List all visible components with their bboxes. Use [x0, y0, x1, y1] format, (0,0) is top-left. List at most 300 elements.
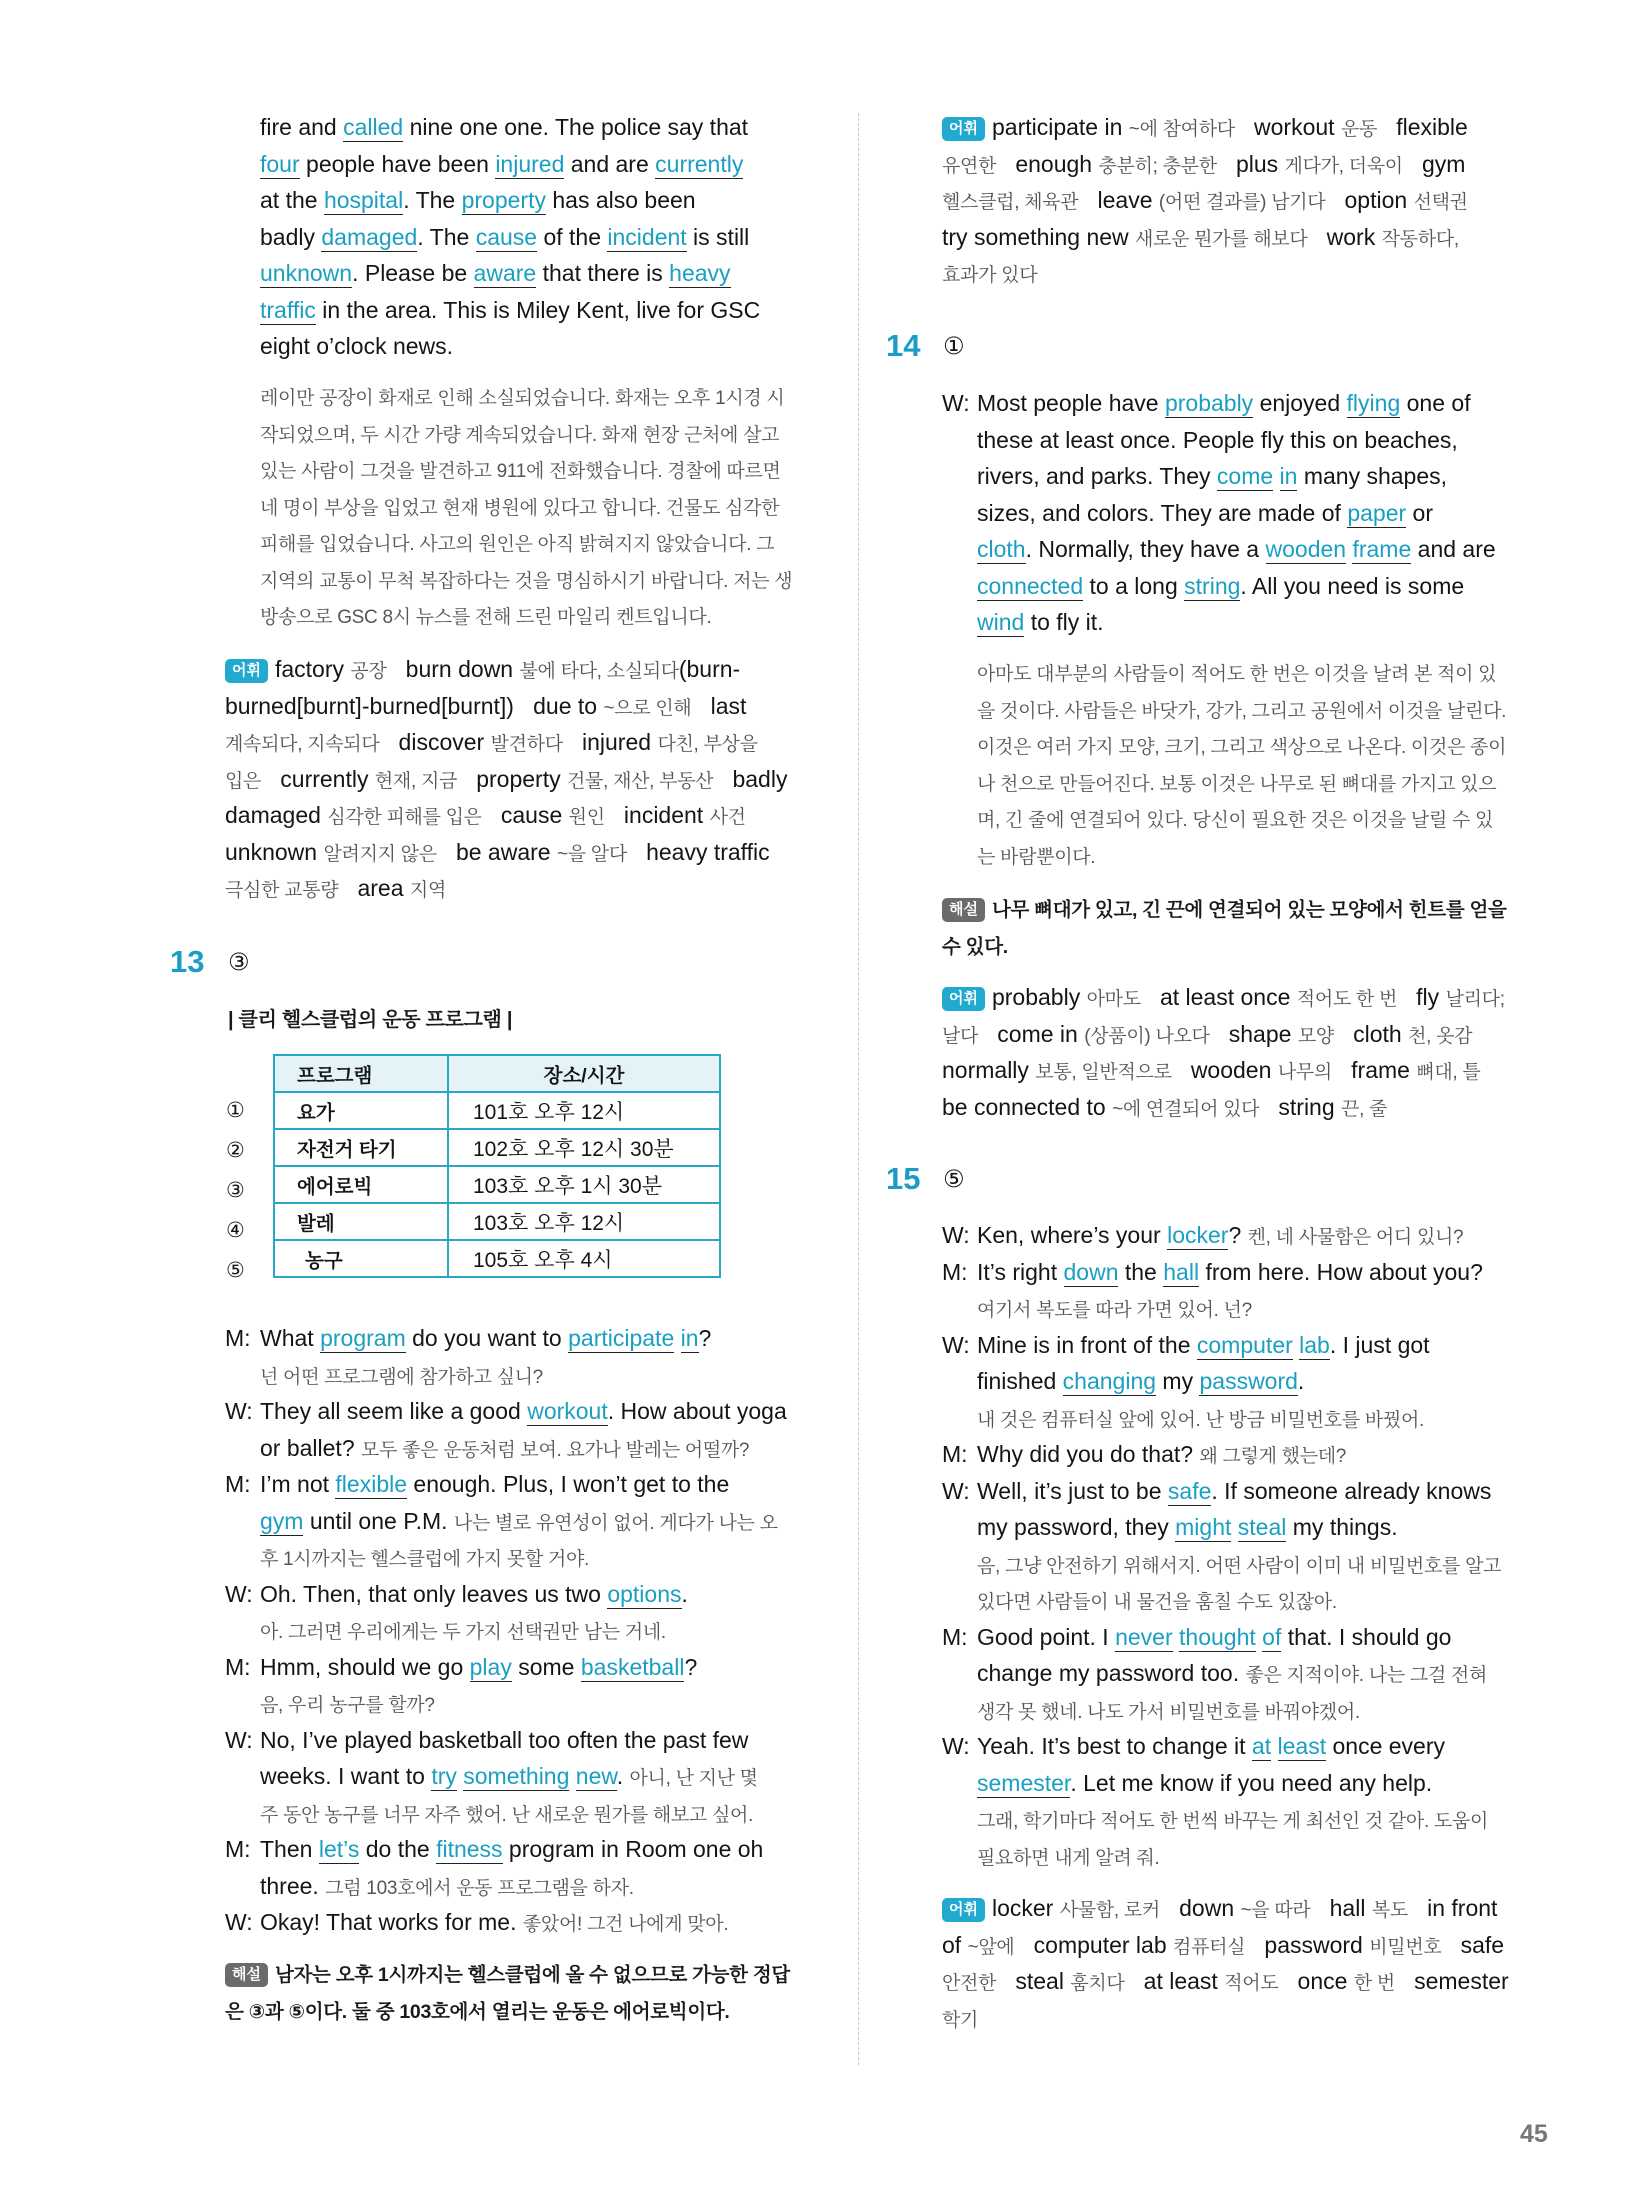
- text-segment: No, I’ve played basketball too often the past few: [260, 1726, 749, 1753]
- korean-translation: [977, 657, 1506, 876]
- text-line: [260, 255, 760, 292]
- korean-text: 아니, 난 지난 몇: [629, 1768, 758, 1789]
- explanation-text: 수 있다.: [942, 935, 1008, 958]
- text-line: [942, 2000, 1509, 2037]
- text-line: [225, 1539, 787, 1576]
- korean-text: 모두 좋은 운동처럼 보여. 요가나 발레는 어떨까?: [361, 1439, 750, 1461]
- text-segment: . How about yoga: [607, 1398, 787, 1424]
- text-segment: enough. Plus, I won’t get to the: [407, 1471, 730, 1497]
- text-segment: sizes, and colors. They are made of: [977, 499, 1348, 526]
- korean-text: 나는 별로 유연성이 없어. 게다가 나는 오: [453, 1512, 778, 1534]
- text-segment: finished: [977, 1368, 1063, 1394]
- speaker-label: W:: [225, 1580, 253, 1607]
- speaker-label: M:: [225, 1471, 251, 1497]
- blank-word: options: [607, 1580, 682, 1607]
- korean-text: 극심한 교통량: [225, 880, 339, 901]
- blank-word: locker: [1167, 1222, 1229, 1248]
- text-segment: nine one one. The police say that: [403, 114, 749, 140]
- text-segment: [1271, 1733, 1277, 1759]
- text-segment: . I just got: [1329, 1331, 1430, 1358]
- text-segment: at least: [1124, 1968, 1225, 1994]
- blank-word: incident: [607, 223, 687, 250]
- text-segment: Mine is in front of the: [977, 1331, 1197, 1358]
- dialogue-turn: [942, 385, 1496, 641]
- explanation-badge: 해설: [942, 898, 985, 922]
- text-segment: in the area. This is Miley Kent, live for GSC: [315, 296, 761, 323]
- speaker-label: W:: [225, 1909, 253, 1935]
- text-line: [942, 219, 1468, 256]
- text-segment: Why did you do that?: [977, 1441, 1200, 1467]
- explanation-text: 나무 뼈대가 있고, 긴 끈에 연결되어 있는 모양에서 힌트를 얻을: [991, 899, 1507, 921]
- text-segment: shape: [1209, 1020, 1298, 1047]
- translation-line: 나 천으로 만들어진다. 보통 이것은 나무로 된 뼈대를 가지고 있으: [977, 773, 1497, 795]
- blank-word: thought: [1179, 1623, 1256, 1650]
- korean-text: 현재, 지금: [374, 770, 458, 792]
- text-segment: and are: [564, 150, 656, 177]
- text-segment: They all seem like a good: [260, 1398, 528, 1424]
- text-segment: . Let me know if you need any help.: [1070, 1769, 1433, 1796]
- text-line: [225, 1649, 787, 1686]
- text-line: [225, 834, 787, 871]
- dialogue-turn: [225, 1722, 787, 1832]
- text-line: [260, 219, 760, 256]
- text-line: [225, 651, 787, 688]
- korean-text: 나무의: [1277, 1062, 1332, 1083]
- text-line: [942, 1052, 1505, 1089]
- speaker-label: M:: [942, 1623, 968, 1650]
- text-segment: at the: [260, 187, 324, 213]
- text-segment: of: [942, 1931, 968, 1958]
- explanation-box: [942, 890, 1507, 963]
- korean-text: 입은: [225, 770, 262, 792]
- text-segment: my: [1156, 1368, 1200, 1394]
- text-segment: .: [1297, 1368, 1305, 1394]
- text-segment: area: [338, 875, 410, 901]
- text-segment: once every: [1326, 1733, 1445, 1759]
- text-segment: of the: [537, 223, 608, 250]
- vocab-box: [225, 651, 787, 907]
- text-line: [942, 1436, 1501, 1473]
- question-answer: ③: [228, 949, 250, 976]
- text-line: [942, 604, 1496, 641]
- text-segment: these at least once. People fly this on beaches,: [977, 426, 1458, 453]
- cell-program: 에어로빅: [274, 1166, 448, 1203]
- korean-text: 불에 타다, 소실되다: [519, 661, 679, 682]
- explanation-line: [942, 927, 1507, 964]
- text-segment: It’s right: [977, 1258, 1064, 1285]
- korean-text: 심각한 피해를 입은: [327, 807, 482, 828]
- translation-line: 레이만 공장이 화재로 인해 소실되었습니다. 화재는 오후 1시경 시: [260, 388, 785, 409]
- translation-line: 네 명이 부상을 입었고 현재 병원에 있다고 합니다. 건물도 심각한: [260, 497, 780, 519]
- text-segment: change my password too.: [977, 1660, 1246, 1686]
- blank-word: flying: [1346, 390, 1401, 416]
- translation-line: 며, 긴 줄에 연결되어 있다. 당신이 필요한 것은 이것을 날릴 수 있: [977, 810, 1494, 831]
- korean-text: 게다가, 더욱이: [1284, 155, 1403, 177]
- blank-word: traffic: [260, 296, 316, 323]
- text-segment: or ballet?: [260, 1434, 362, 1461]
- blank-word: program: [320, 1325, 406, 1351]
- text-line: [225, 1722, 787, 1759]
- blank-word: at: [1251, 1733, 1272, 1759]
- text-line: [942, 1546, 1501, 1583]
- korean-text: 모양: [1297, 1025, 1334, 1047]
- korean-text: 복도: [1371, 1900, 1408, 1921]
- text-segment: some: [511, 1653, 581, 1680]
- text-segment: people have been: [299, 150, 496, 177]
- vocab-badge: 어휘: [225, 659, 268, 683]
- korean-text: 아마도: [1086, 989, 1141, 1010]
- korean-text: (상품이) 나오다: [1084, 1025, 1210, 1047]
- translation-line: 작되었으며, 두 시간 가량 계속되었습니다. 화재 현장 근처에 살고: [260, 424, 780, 446]
- text-line: [942, 1473, 1501, 1510]
- dialogue-turn: [942, 1473, 1501, 1619]
- text-segment: workout: [1234, 114, 1341, 140]
- text-segment: Hmm, should we go: [260, 1653, 470, 1680]
- text-segment: [569, 1763, 575, 1789]
- korean-text: 한 번: [1353, 1973, 1395, 1994]
- korean-text: 비밀번호: [1369, 1936, 1442, 1958]
- text-line: [225, 1466, 787, 1503]
- text-segment: . The: [403, 187, 462, 213]
- blank-word: hall: [1163, 1258, 1200, 1285]
- text-line: [225, 688, 787, 725]
- text-line: [942, 458, 1496, 495]
- text-segment: Okay! That works for me.: [260, 1909, 523, 1935]
- korean-text: ~에 연결되어 있다: [1112, 1098, 1260, 1120]
- blank-word: changing: [1062, 1368, 1157, 1394]
- korean-text: ~으로 인해: [603, 697, 692, 719]
- text-segment: string: [1259, 1093, 1342, 1120]
- column-divider: [858, 113, 859, 2065]
- blank-word: lab: [1299, 1331, 1330, 1358]
- text-segment: flexible: [1377, 114, 1468, 140]
- vocab-badge: 어휘: [942, 117, 985, 141]
- cell-program: 자전거 타기: [274, 1129, 448, 1166]
- table-title: | 클리 헬스클럽의 운동 프로그램 |: [228, 1009, 513, 1031]
- blank-word: aware: [473, 260, 537, 286]
- text-segment: do the: [359, 1836, 437, 1862]
- vocab-box: [942, 109, 1468, 292]
- table-row: [274, 1166, 720, 1203]
- text-segment: leave: [1078, 187, 1159, 213]
- text-line: [942, 1254, 1501, 1291]
- blank-word: try: [431, 1763, 457, 1789]
- blank-word: frame: [1352, 536, 1412, 562]
- korean-text: 훔치다: [1070, 1973, 1125, 1994]
- korean-text: 작동하다,: [1381, 228, 1459, 250]
- text-line: [942, 1801, 1501, 1838]
- text-segment: locker: [991, 1895, 1060, 1921]
- vocab-badge: 어휘: [942, 987, 985, 1011]
- blank-word: wooden: [1265, 536, 1347, 562]
- text-segment: try something new: [942, 223, 1136, 250]
- text-line: [942, 1363, 1501, 1400]
- text-segment: eight o’clock news.: [260, 333, 454, 359]
- text-segment: badly: [713, 765, 788, 792]
- text-segment: heavy traffic: [626, 838, 770, 865]
- korean-text: 뼈대, 틀: [1416, 1062, 1481, 1083]
- korean-text: ~을 알다: [556, 843, 627, 865]
- blank-word: workout: [527, 1398, 608, 1424]
- text-segment: Ken, where’s your: [977, 1222, 1168, 1248]
- text-segment: be connected to: [942, 1093, 1113, 1120]
- speaker-label: W:: [942, 1222, 970, 1248]
- text-line: [942, 146, 1468, 183]
- dialogue-turn: [225, 1649, 787, 1722]
- speaker-label: W:: [942, 1733, 970, 1759]
- korean-text: 좋은 지적이야. 나는 그걸 전혀: [1245, 1665, 1488, 1686]
- korean-text: 후 1시까지는 헬스클럽에 가지 못할 거야.: [260, 1549, 590, 1570]
- program-table: [273, 1054, 721, 1278]
- text-segment: in front: [1407, 1895, 1498, 1921]
- text-line: [225, 797, 787, 834]
- text-segment: or: [1406, 499, 1433, 526]
- explanation-line: [942, 890, 1507, 927]
- cell-program: 농구: [274, 1240, 448, 1277]
- speaker-label: W:: [942, 1331, 970, 1358]
- text-line: [225, 1576, 787, 1613]
- speaker-label: W:: [942, 390, 970, 416]
- text-line: [260, 328, 760, 365]
- text-segment: come in: [978, 1020, 1085, 1047]
- korean-text: 끈, 줄: [1341, 1098, 1388, 1120]
- korean-text: 학기: [942, 2009, 979, 2031]
- translation-line: 을 것이다. 사람들은 바닷가, 강가, 그리고 공원에서 이것을 날린다.: [977, 700, 1507, 722]
- korean-text: 효과가 있다: [942, 265, 1038, 286]
- text-line: [260, 292, 760, 329]
- blank-word: cause: [475, 223, 538, 250]
- text-segment: safe: [1441, 1931, 1505, 1958]
- blank-word: might: [1175, 1514, 1232, 1540]
- korean-text: 충분히; 충분한: [1098, 155, 1217, 177]
- blank-word: fitness: [436, 1836, 503, 1862]
- korean-text: 발견하다: [490, 734, 563, 755]
- korean-text: 계속되다, 지속되다: [225, 734, 380, 755]
- text-line: [942, 1619, 1501, 1656]
- text-segment: wooden: [1171, 1057, 1278, 1083]
- text-segment: discover: [379, 729, 491, 755]
- header-program: 프로그램: [274, 1055, 448, 1092]
- text-segment: burn down: [386, 656, 520, 682]
- text-segment: [1273, 463, 1279, 489]
- text-segment: the: [1118, 1258, 1164, 1285]
- speaker-label: M:: [225, 1325, 251, 1351]
- text-segment: password: [1245, 1931, 1370, 1958]
- text-line: [225, 1430, 787, 1467]
- cell-place-time: 103호 오후 1시 30분: [448, 1166, 720, 1203]
- blank-word: damaged: [321, 223, 418, 250]
- blank-word: in: [1279, 463, 1298, 489]
- korean-text: 새로운 뭔가를 해보다: [1135, 228, 1308, 250]
- korean-text: 알려지지 않은: [323, 843, 437, 865]
- dialogue-turn: [942, 1619, 1501, 1729]
- blank-word: come: [1216, 463, 1274, 489]
- translation-line: 지역의 교통이 무척 복잡하다는 것을 명심하시기 바랍니다. 저는 생: [260, 570, 793, 592]
- korean-text: 보통, 일반적으로: [1035, 1062, 1172, 1083]
- dialogue-turn: [942, 1254, 1501, 1327]
- text-line: [942, 1509, 1501, 1546]
- text-line: [942, 1890, 1509, 1927]
- text-line: [225, 1612, 787, 1649]
- text-segment: computer lab: [1014, 1931, 1174, 1958]
- text-line: [942, 1016, 1505, 1053]
- dialogue: [942, 1217, 1501, 1874]
- script-passage: [260, 109, 760, 365]
- korean-text: 내 것은 컴퓨터실 앞에 있어. 난 방금 비밀번호를 바꿨어.: [977, 1409, 1424, 1431]
- row-marker: ④: [226, 1219, 245, 1242]
- text-line: [942, 1400, 1501, 1437]
- text-segment: normally: [942, 1057, 1036, 1083]
- text-segment: at least once: [1140, 984, 1297, 1010]
- text-segment: incident: [604, 802, 710, 828]
- blank-word: cloth: [977, 536, 1026, 562]
- table-row: [274, 1203, 720, 1240]
- blank-word: least: [1277, 1733, 1327, 1759]
- text-segment: and are: [1411, 536, 1496, 562]
- text-segment: unknown: [225, 838, 324, 865]
- cell-place-time: 101호 오후 12시: [448, 1092, 720, 1129]
- blank-word: password: [1199, 1368, 1298, 1394]
- text-segment: hall: [1310, 1895, 1372, 1921]
- speaker-label: M:: [942, 1258, 968, 1285]
- text-segment: Well, it’s just to be: [977, 1477, 1168, 1504]
- dialogue-turn: [225, 1320, 787, 1393]
- text-segment: program in Room one oh: [502, 1836, 764, 1862]
- korean-text: 헬스클럽, 체육관: [942, 192, 1079, 213]
- korean-text: 사건: [709, 807, 746, 828]
- text-segment: . The: [417, 223, 476, 250]
- korean-text: 날다: [942, 1025, 979, 1047]
- text-line: [942, 1582, 1501, 1619]
- text-line: [225, 1831, 787, 1868]
- text-segment: that there is: [536, 260, 670, 286]
- blank-word: injured: [495, 150, 565, 177]
- text-segment: three.: [260, 1872, 326, 1899]
- dialogue-turn: [942, 1728, 1501, 1874]
- cell-place-time: 105호 오후 4시: [448, 1240, 720, 1277]
- text-segment: is still: [686, 223, 750, 250]
- blank-word: probably: [1164, 390, 1254, 416]
- text-segment: work: [1307, 223, 1382, 250]
- text-segment: steal: [996, 1968, 1071, 1994]
- speaker-label: M:: [225, 1836, 251, 1862]
- text-line: [225, 1320, 787, 1357]
- table-row: [274, 1240, 720, 1277]
- korean-text: (어떤 결과를) 남기다: [1158, 192, 1326, 213]
- explanation-line: [225, 1955, 790, 1992]
- korean-text: 원인: [568, 807, 605, 828]
- blank-word: safe: [1167, 1477, 1212, 1504]
- speaker-label: M:: [942, 1441, 968, 1467]
- translation-line: 는 바람뿐이다.: [977, 846, 1096, 868]
- text-segment: .: [681, 1580, 688, 1607]
- text-segment: What: [260, 1325, 321, 1351]
- text-segment: factory: [274, 656, 351, 682]
- dialogue-turn: [225, 1904, 787, 1941]
- korean-text: 공장: [350, 661, 387, 682]
- korean-text: 아. 그러면 우리에게는 두 가지 선택권만 남는 거네.: [260, 1622, 666, 1643]
- korean-text: 안전한: [942, 1973, 997, 1994]
- text-segment: ?: [1228, 1222, 1248, 1248]
- dialogue-turn: [225, 1393, 787, 1466]
- text-segment: cloth: [1333, 1020, 1409, 1047]
- dialogue-turn: [225, 1466, 787, 1576]
- korean-text: ~앞에: [967, 1936, 1015, 1958]
- translation-line: 피해를 입었습니다. 사고의 원인은 아직 밝혀지지 않았습니다. 그: [260, 534, 775, 555]
- text-segment: ?: [684, 1653, 698, 1680]
- text-segment: to fly it.: [1024, 609, 1104, 635]
- text-segment: weeks. I want to: [260, 1763, 432, 1789]
- text-segment: burned[burnt]-burned[burnt]) due to: [225, 692, 604, 719]
- korean-text: ~에 참여하다: [1128, 119, 1235, 140]
- korean-translation: [260, 381, 792, 637]
- blank-word: steal: [1237, 1514, 1287, 1540]
- blank-word: down: [1063, 1258, 1119, 1285]
- text-segment: enjoyed: [1253, 390, 1347, 416]
- dialogue-turn: [942, 1327, 1501, 1437]
- korean-text: 선택권: [1413, 192, 1468, 213]
- text-line: [942, 1765, 1501, 1802]
- blank-word: paper: [1347, 499, 1407, 526]
- blank-word: let’s: [318, 1836, 360, 1862]
- korean-text: 여기서 복도를 따라 가면 있어. 넌?: [977, 1300, 1252, 1321]
- text-segment: semester: [1394, 1968, 1509, 1994]
- speaker-label: W:: [225, 1398, 253, 1424]
- text-segment: to a long: [1083, 572, 1185, 599]
- text-segment: has also been: [545, 187, 696, 213]
- cell-place-time: 103호 오후 12시: [448, 1203, 720, 1240]
- text-line: [225, 1393, 787, 1430]
- korean-text: 운동: [1340, 119, 1378, 140]
- text-line: [225, 870, 787, 907]
- blank-word: basketball: [580, 1653, 685, 1680]
- text-segment: last: [691, 692, 747, 719]
- text-segment: probably: [991, 984, 1087, 1010]
- korean-text: 천, 옷감: [1408, 1025, 1473, 1047]
- text-segment: badly: [260, 223, 322, 250]
- korean-text: ~을 따라: [1240, 1900, 1311, 1921]
- blank-word: of: [1262, 1623, 1282, 1650]
- text-segment: injured: [562, 729, 658, 755]
- speaker-label: W:: [225, 1726, 253, 1753]
- table-row: [274, 1129, 720, 1166]
- korean-text: 넌 어떤 프로그램에 참가하고 싶니?: [260, 1366, 543, 1388]
- blank-word: wind: [977, 609, 1025, 635]
- blank-word: property: [461, 187, 546, 213]
- korean-text: 켄, 네 사물함은 어디 있니?: [1247, 1227, 1464, 1248]
- dialogue: [942, 385, 1496, 641]
- text-segment: fire and: [260, 114, 344, 140]
- explanation-badge: 해설: [225, 1963, 268, 1987]
- korean-text: 필요하면 내게 알려 줘.: [977, 1847, 1160, 1869]
- text-line: [225, 1685, 787, 1722]
- translation-line: 있는 사람이 그것을 발견하고 911에 전화했습니다. 경찰에 따르면: [260, 461, 781, 482]
- text-line: [942, 1838, 1501, 1875]
- korean-text: 생각 못 했네. 나도 가서 비밀번호를 바꿔야겠어.: [977, 1701, 1360, 1723]
- header-place-time: 장소/시간: [448, 1055, 720, 1092]
- explanation-box: [225, 1955, 790, 2028]
- text-segment: enough: [996, 150, 1099, 177]
- text-line: [942, 1655, 1501, 1692]
- text-line: [260, 109, 760, 146]
- text-line: [942, 385, 1496, 422]
- text-line: [225, 724, 787, 761]
- text-line: [942, 1728, 1501, 1765]
- text-segment: one of: [1400, 390, 1471, 416]
- text-line: [942, 109, 1468, 146]
- text-segment: fly: [1397, 984, 1446, 1010]
- korean-text: 있다면 사람들이 내 물건을 훔칠 수도 있잖아.: [977, 1592, 1337, 1613]
